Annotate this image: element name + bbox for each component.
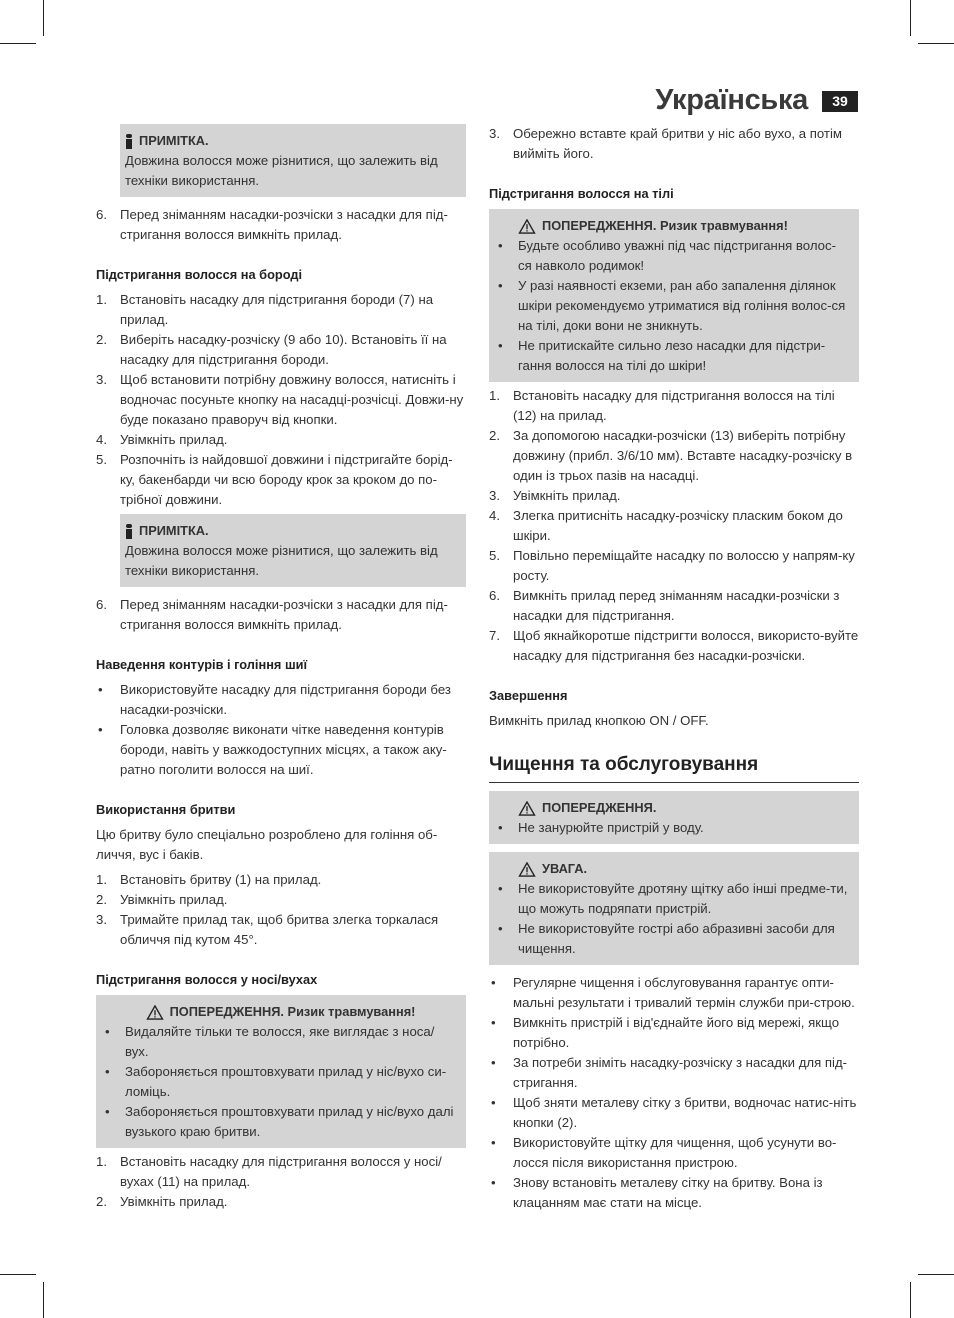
note-text: Довжина волосся може різнитися, що залежить від техніки використання. <box>125 153 438 188</box>
note-box <box>120 124 466 197</box>
step-list <box>96 870 466 950</box>
page-title: Українська <box>655 84 808 116</box>
list-item: • Забороняється проштовхувати прилад у ніс/вухо си-ломіць. <box>105 1062 456 1102</box>
list-item: 6. Перед зніманням насадки-розчіски з насадки для під-стригання волосся вимкніть прилад. <box>96 207 448 242</box>
crop-mark <box>0 43 36 44</box>
warning-icon <box>518 801 536 816</box>
crop-mark <box>918 43 954 44</box>
list-item: 6. Вимкніть прилад перед зніманням насадки-розчіски з насадки для підстригання. <box>489 588 840 623</box>
list-item: 3. Обережно вставте край бритви у ніс або вухо, а потім вийміть його. <box>489 126 842 161</box>
section-heading: Завершення <box>489 688 568 703</box>
crop-mark <box>0 1274 36 1275</box>
list-item: • Забороняється проштовхувати прилад у ніс/вухо далі вузького краю бритви. <box>105 1102 456 1142</box>
list-item: • Використовуйте насадку для підстригання бороди без насадки-розчіски. <box>96 680 466 720</box>
step-list <box>489 124 859 164</box>
warning-icon <box>518 862 536 877</box>
list-item: • За потреби зніміть насадку-розчіску з насадки для під-стригання. <box>489 1053 859 1093</box>
list-item: 3. Тримайте прилад так, щоб бритва злегка торкалася обличчя під кутом 45°. <box>96 912 439 947</box>
list-item: 2. Увімкніть прилад. <box>96 892 228 907</box>
list-item: • Не занурюйте пристрій у воду. <box>498 818 849 838</box>
list-item: 2. Виберіть насадку-розчіску (9 або 10). Встановіть її на насадку для підстригання бороди. <box>96 332 447 367</box>
step-list <box>96 1152 466 1212</box>
list-item: 2. За допомогою насадки-розчіски (13) виберіть потрібну довжину (прибл. 3/6/10 мм). Вставте насадку-розчіску в один із трьох пазів на насадці. <box>489 428 853 483</box>
crop-mark <box>910 0 911 36</box>
note-title: ПРИМІТКА. <box>139 523 209 538</box>
warning-icon <box>518 219 536 234</box>
list-item: 1. Встановіть насадку для підстригання волосся у носі/ вухах (11) на прилад. <box>96 1154 442 1189</box>
warning-title: ПОПЕРЕДЖЕННЯ. Ризик травмування! <box>169 1004 416 1019</box>
list-item: 1. Встановіть насадку для підстригання бороди (7) на прилад. <box>96 292 434 327</box>
section-heading: Наведення контурів і гоління шиї <box>96 657 308 672</box>
step-list <box>96 595 466 635</box>
note-title: ПРИМІТКА. <box>139 133 209 148</box>
page-number: 39 <box>822 91 858 112</box>
list-item: 7. Щоб якнайкоротше підстригти волосся, використо-вуйте насадку для підстригання без насадки-розчіски. <box>489 628 859 663</box>
list-item: 3. Увімкніть прилад. <box>489 488 621 503</box>
paragraph: Цю бритву було спеціально розроблено для гоління об-личчя, вус і баків. <box>96 827 438 862</box>
chapter-heading: Чищення та обслуговування <box>489 753 859 783</box>
crop-mark <box>43 1282 44 1318</box>
list-item: • Вимкніть пристрій і від'єднайте його від мережі, якщо потрібно. <box>489 1013 859 1053</box>
list-item: 2. Увімкніть прилад. <box>96 1194 228 1209</box>
list-item: • Видаляйте тільки те волосся, яке виглядає з носа/вух. <box>105 1022 456 1062</box>
list-item: 5. Повільно переміщайте насадку по волоссю у напрям-ку росту. <box>489 548 855 583</box>
section-heading: Підстригання волосся на бороді <box>96 267 303 282</box>
step-list <box>96 290 466 510</box>
list-item: 4. Злегка притисніть насадку-розчіску пласким боком до шкіри. <box>489 508 843 543</box>
section-heading: Підстригання волосся на тілі <box>489 186 674 201</box>
list-item: • Не використовуйте дротяну щітку або інші предме-ти, що можуть подряпати пристрій. <box>498 879 849 919</box>
section-heading: Підстригання волосся у носі/вухах <box>96 972 318 987</box>
info-icon <box>125 524 133 539</box>
crop-mark <box>918 1274 954 1275</box>
list-item: • Головка дозволяє виконати чітке наведення контурів бороди, навіть у важкодоступних місцях, а також аку-ратно поголити волосся на шиї. <box>96 720 466 780</box>
list-item: • У разі наявності екземи, ран або запалення ділянок шкіри рекомендуємо утриматися від гоління волос-ся на тілі, доки вони не зникнуть. <box>498 276 849 336</box>
list-item: • Будьте особливо уважні під час підстригання волос-ся навколо родимок! <box>498 236 849 276</box>
list-item: 4. Увімкніть прилад. <box>96 432 228 447</box>
left-column <box>96 124 466 1212</box>
warning-title: ПОПЕРЕДЖЕННЯ. Ризик травмування! <box>542 218 788 233</box>
list-item: • Не притискайте сильно лезо насадки для підстри-гання волосся на тілі до шкіри! <box>498 336 849 376</box>
warning-box <box>489 791 859 844</box>
bullet-list <box>96 680 466 780</box>
warning-title: ПОПЕРЕДЖЕННЯ. <box>542 800 657 815</box>
list-item: 3. Щоб встановити потрібну довжину волосся, натисніть і водночас посуньте кнопку на насадці-розчісці. Довжи-ну буде показано праворуч від кнопки. <box>96 372 464 427</box>
step-list <box>96 205 466 245</box>
note-box <box>120 514 466 587</box>
bullet-list <box>489 973 859 1213</box>
warning-box <box>489 209 859 382</box>
crop-mark <box>910 1282 911 1318</box>
crop-mark <box>43 0 44 36</box>
note-text: Довжина волосся може різнитися, що залежить від техніки використання. <box>125 543 438 578</box>
list-item: • Регулярне чищення і обслуговування гарантує опти-мальні результати і тривалий термін служби при-строю. <box>489 973 859 1013</box>
caution-title: УВАГА. <box>542 861 588 876</box>
list-item: 6. Перед зніманням насадки-розчіски з насадки для під-стригання волосся вимкніть прилад. <box>96 597 448 632</box>
section-heading: Використання бритви <box>96 802 236 817</box>
step-list <box>489 386 859 666</box>
list-item: 5. Розпочніть із найдовшої довжини і підстригайте борід-ку, бакенбарди чи всю бороду крок за кроком до по-трібної довжини. <box>96 452 453 507</box>
caution-box <box>489 852 859 965</box>
list-item: • Щоб зняти металеву сітку з бритви, водночас натис-ніть кнопки (2). <box>489 1093 859 1133</box>
list-item: • Використовуйте щітку для чищення, щоб усунути во-лосся після використання пристрою. <box>489 1133 859 1173</box>
list-item: • Знову встановіть металеву сітку на бритву. Вона із клацанням має стати на місце. <box>489 1173 859 1213</box>
list-item: • Не використовуйте гострі або абразивні засоби для чищення. <box>498 919 849 959</box>
paragraph: Вимкніть прилад кнопкою ON / OFF. <box>489 713 709 728</box>
list-item: 1. Встановіть бритву (1) на прилад. <box>96 872 322 887</box>
info-icon <box>125 134 133 149</box>
list-item: 1. Встановіть насадку для підстригання волосся на тілі (12) на прилад. <box>489 388 835 423</box>
right-column <box>489 124 859 1213</box>
warning-icon <box>146 1005 164 1020</box>
warning-box <box>96 995 466 1148</box>
